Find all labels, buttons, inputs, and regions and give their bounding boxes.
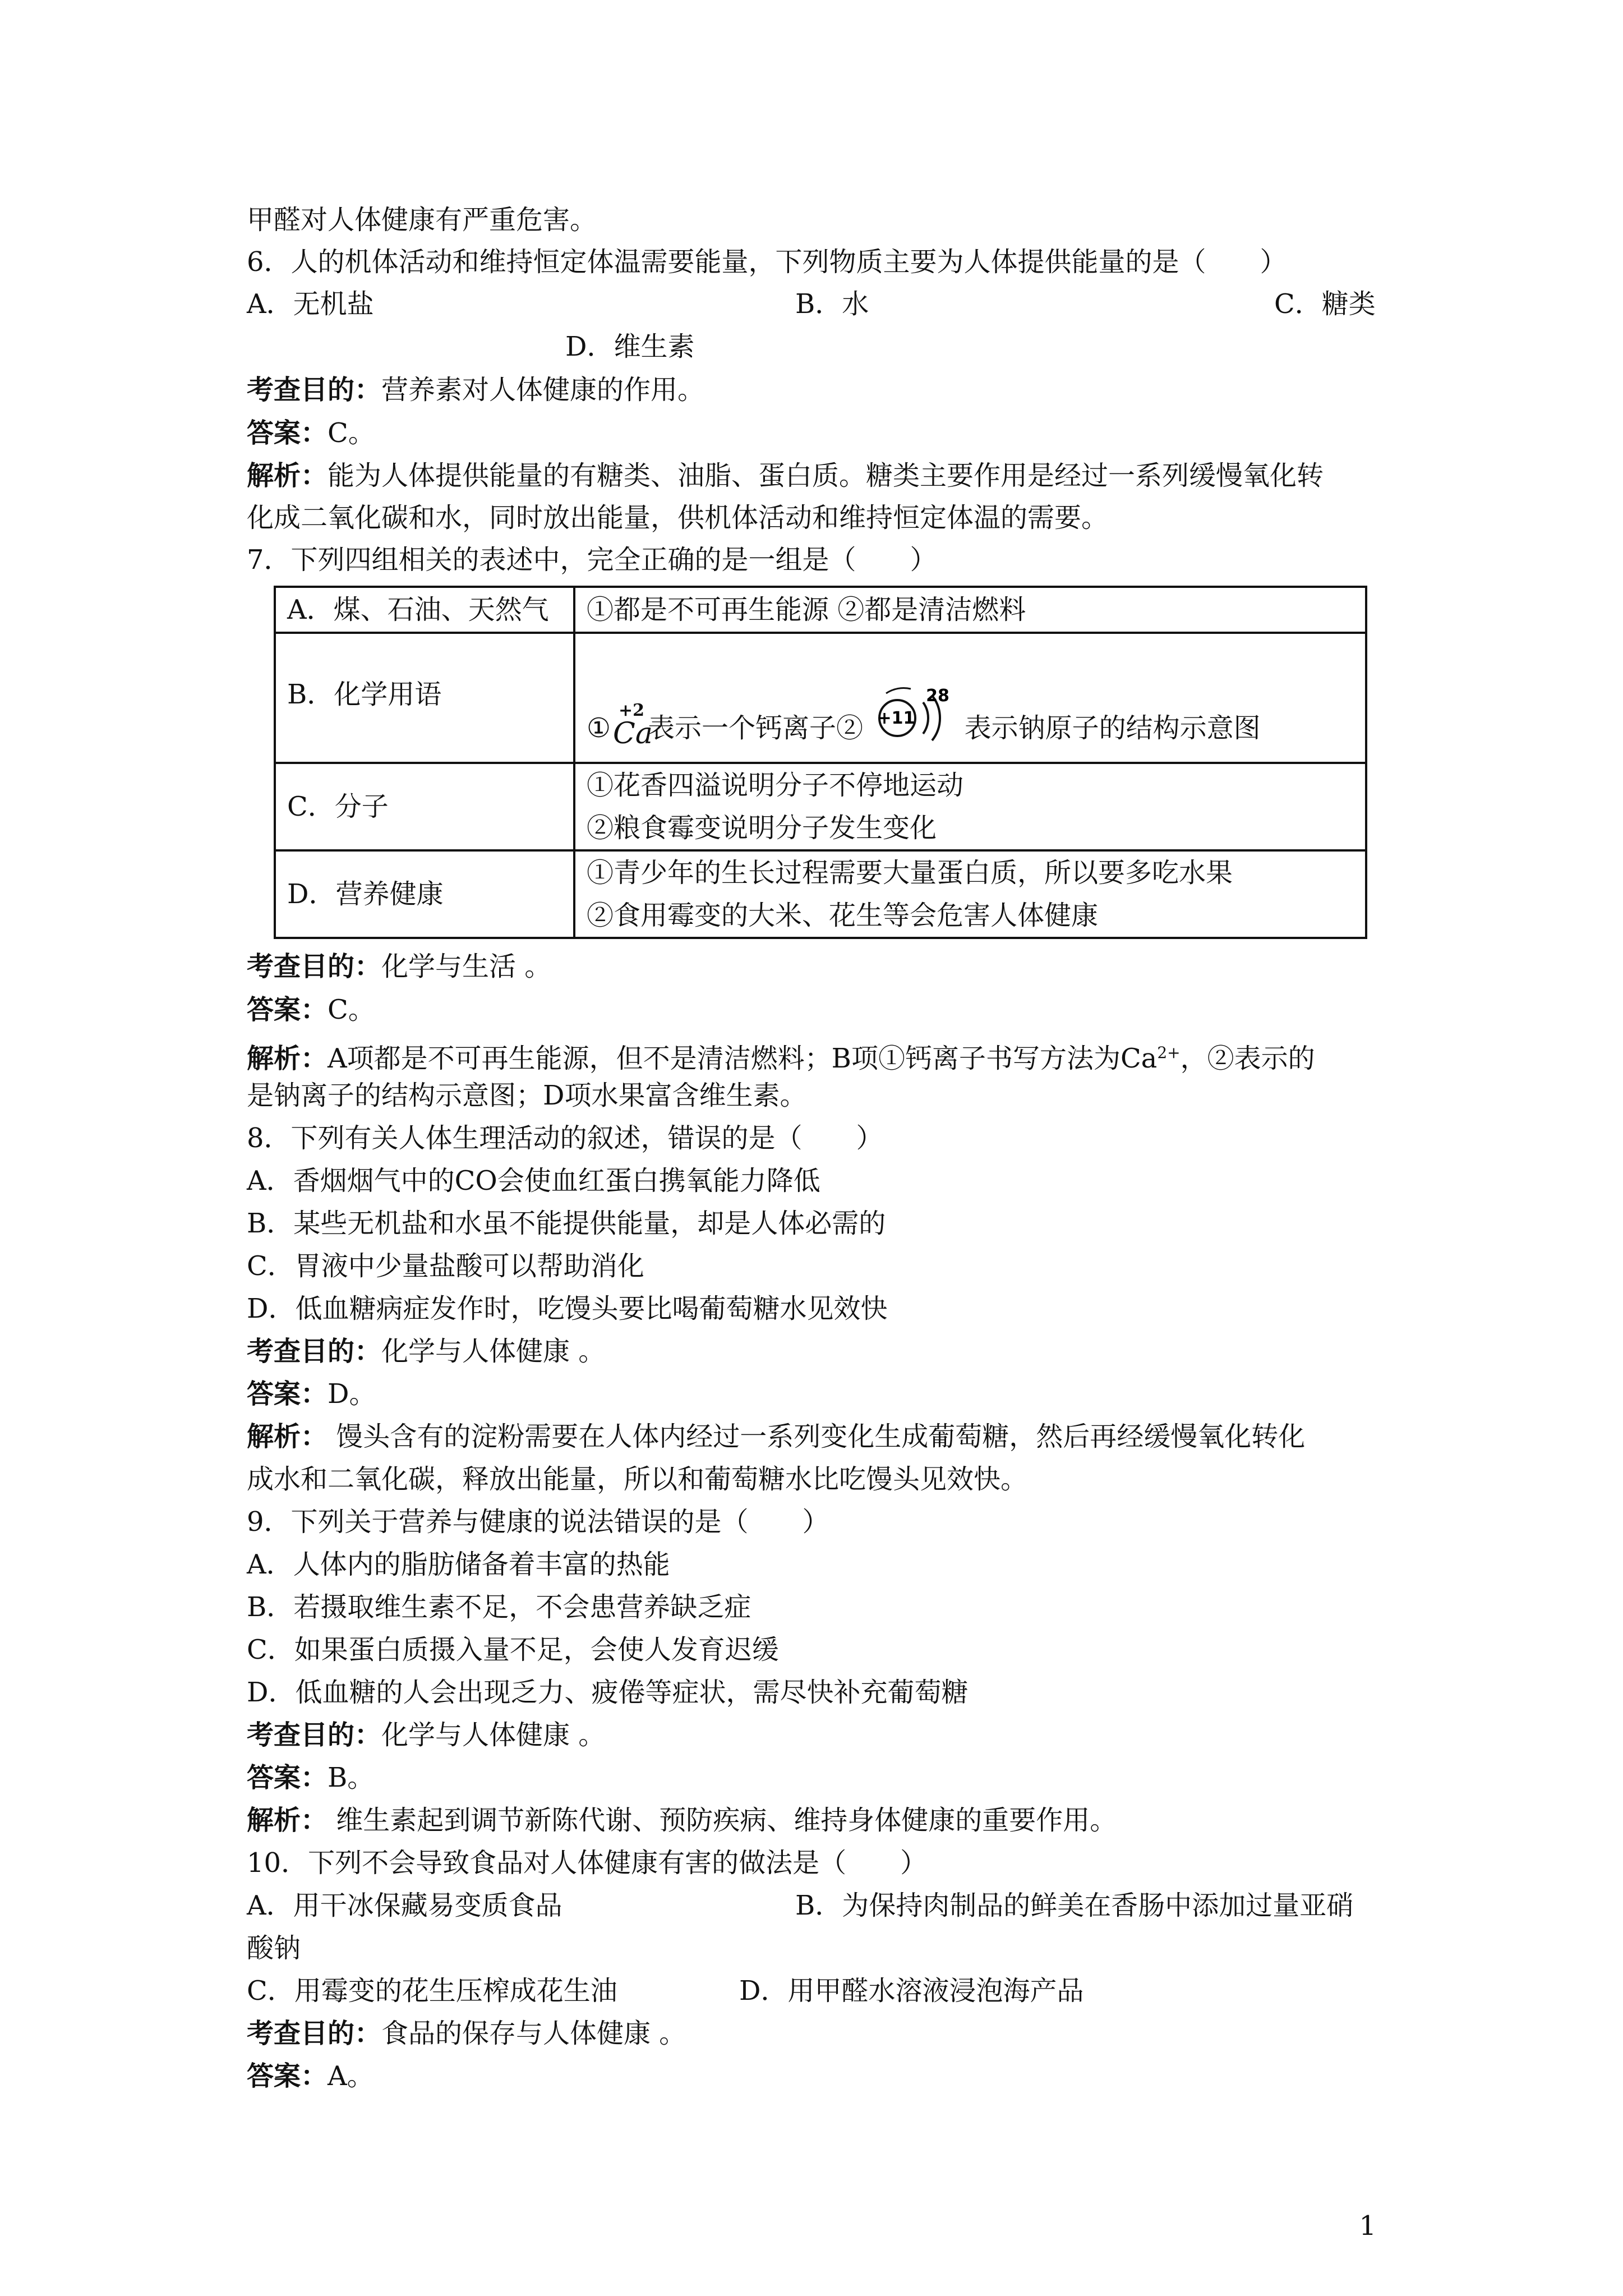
text-line: 甲醛对人体健康有严重危害。	[247, 204, 597, 236]
element-symbol: Ca	[613, 717, 653, 751]
nucleus-label: +11	[877, 708, 915, 728]
analysis-label: 解析：	[247, 1043, 328, 1074]
row-c-line-1: ①花香四溢说明分子不停地运动	[587, 770, 964, 801]
question-8: 8．下列有关人体生理活动的叙述，错误的是（ ）	[247, 1122, 883, 1154]
purpose-text: 食品的保存与人体健康 。	[381, 2018, 686, 2049]
row-b-mid: 表示一个钙离子②	[648, 712, 864, 744]
table-row	[275, 633, 1366, 763]
purpose-label: 考查目的：	[247, 1719, 382, 1751]
row-b-tail: 表示钠原子的结构示意图	[964, 712, 1261, 744]
analysis-line-2: 化成二氧化碳和水，同时放出能量，供机体活动和维持恒定体温的需要。	[247, 502, 1109, 533]
answer-text: C。	[328, 994, 375, 1025]
option-b: B．某些无机盐和水虽不能提供能量，却是人体必需的	[247, 1208, 886, 1239]
answer-text: D。	[328, 1378, 376, 1410]
answer-label: 答案：	[247, 2060, 328, 2092]
option-d: D．低血糖病症发作时，吃馒头要比喝葡萄糖水见效快	[247, 1293, 888, 1324]
answer-line	[247, 2059, 374, 2093]
purpose-label: 考查目的：	[247, 951, 382, 982]
purpose-label: 考查目的：	[247, 2018, 382, 2049]
option-c: C．如果蛋白质摄入量不足，会使人发育迟缓	[247, 1634, 779, 1665]
answer-label: 答案：	[247, 1762, 328, 1793]
analysis-text: A项都是不可再生能源，但不是清洁燃料；B项①钙离子书写方法为Ca	[328, 1043, 1158, 1074]
option-c: C．胃液中少量盐酸可以帮助消化	[247, 1250, 644, 1282]
atom-structure-diagram-icon	[872, 677, 956, 749]
row-b-value	[574, 633, 1366, 763]
question-10: 10．下列不会导致食品对人体健康有害的做法是（ ）	[247, 1847, 928, 1879]
purpose-line	[247, 2017, 686, 2050]
row-b-key: B．化学用语	[275, 633, 574, 763]
option-b: B．若摄取维生素不足，不会患营养缺乏症	[247, 1591, 751, 1623]
page-number: 1	[1359, 2210, 1376, 2242]
row-c-line-2: ②粮食霉变说明分子发生变化	[587, 812, 937, 844]
row-d-line-1: ①青少年的生长过程需要大量蛋白质，所以要多吃水果	[587, 857, 1233, 889]
analysis-text-end: ，②表示的	[1180, 1043, 1315, 1074]
answer-label: 答案：	[247, 994, 328, 1025]
option-d: D．用甲醛水溶液浸泡海产品	[739, 1975, 1084, 2007]
analysis-text: 维生素起到调节新陈代谢、预防疾病、维持身体健康的重要作用。	[328, 1805, 1117, 1836]
option-d: D．维生素	[565, 331, 695, 362]
answer-line	[247, 1377, 376, 1411]
answer-line	[247, 1761, 374, 1795]
answer-text: C。	[328, 417, 375, 449]
analysis-label: 解析：	[247, 1421, 328, 1452]
table-row	[275, 763, 1366, 850]
purpose-text: 化学与人体健康 。	[381, 1336, 606, 1367]
calcium-symbol	[611, 701, 653, 751]
charge-label: +2	[619, 701, 645, 720]
answer-label: 答案：	[247, 1378, 328, 1410]
analysis-label: 解析：	[247, 1805, 328, 1836]
analysis-text: 馒头含有的淀粉需要在人体内经过一系列变化生成葡萄糖，然后再经缓慢氧化转化	[328, 1421, 1306, 1452]
row-c-key: C．分子	[275, 763, 574, 850]
answer-text: A。	[328, 2060, 374, 2092]
row-a-value: ①都是不可再生能源 ②都是清洁燃料	[574, 587, 1366, 633]
analysis-line	[247, 1420, 1305, 1453]
purpose-label: 考查目的：	[247, 374, 382, 406]
answer-label: 答案：	[247, 417, 328, 449]
option-c: C．用霉变的花生压榨成花生油	[247, 1975, 617, 2007]
purpose-label: 考查目的：	[247, 1336, 382, 1367]
option-a: A．用干冰保藏易变质食品	[247, 1890, 562, 1921]
option-b-cont: 酸钠	[247, 1932, 301, 1964]
purpose-text: 营养素对人体健康的作用。	[381, 374, 705, 406]
option-d: D．低血糖的人会出现乏力、疲倦等症状，需尽快补充葡萄糖	[247, 1677, 969, 1708]
option-b: B．水	[795, 288, 869, 320]
row-a-key: A．煤、石油、天然气	[275, 587, 574, 633]
circled-one: ①	[587, 712, 611, 744]
question-7-table	[274, 586, 1367, 939]
option-a: A．人体内的脂肪储备着丰富的热能	[247, 1549, 670, 1580]
purpose-line	[247, 373, 704, 407]
superscript: 2+	[1157, 1043, 1181, 1062]
answer-text: B。	[328, 1762, 375, 1793]
purpose-line	[247, 1718, 605, 1752]
question-6: 6．人的机体活动和维持恒定体温需要能量，下列物质主要为人体提供能量的是（ ）	[247, 246, 1287, 278]
analysis-label: 解析：	[247, 460, 328, 491]
option-a: A．无机盐	[247, 288, 374, 320]
analysis-line	[247, 1036, 1315, 1075]
question-9: 9．下列关于营养与健康的说法错误的是（ ）	[247, 1506, 829, 1538]
purpose-line	[247, 950, 551, 983]
table-row	[275, 587, 1366, 633]
row-d-key: D．营养健康	[275, 850, 574, 938]
answer-line	[247, 993, 375, 1027]
analysis-line	[247, 459, 1324, 493]
purpose-line	[247, 1335, 605, 1368]
row-c-value	[574, 763, 1366, 850]
electron-label: 28	[926, 686, 950, 706]
purpose-text: 化学与生活 。	[381, 951, 552, 982]
analysis-line-2: 成水和二氧化碳，释放出能量，所以和葡萄糖水比吃馒头见效快。	[247, 1464, 1028, 1495]
answer-line	[247, 416, 375, 450]
table-row	[275, 850, 1366, 938]
option-b: B．为保持肉制品的鲜美在香肠中添加过量亚硝	[795, 1890, 1354, 1921]
analysis-line-2: 是钠离子的结构示意图；D项水果富含维生素。	[247, 1080, 807, 1111]
row-d-value	[574, 850, 1366, 938]
analysis-text: 能为人体提供能量的有糖类、油脂、蛋白质。糖类主要作用是经过一系列缓慢氧化转	[328, 460, 1324, 491]
option-a: A．香烟烟气中的CO会使血红蛋白携氧能力降低	[247, 1165, 820, 1197]
analysis-line	[247, 1803, 1117, 1837]
question-7: 7．下列四组相关的表述中，完全正确的是一组是（ ）	[247, 544, 937, 576]
option-c: C．糖类	[1274, 288, 1376, 320]
row-d-line-2: ②食用霉变的大米、花生等会危害人体健康	[587, 900, 1099, 931]
purpose-text: 化学与人体健康 。	[381, 1719, 606, 1751]
